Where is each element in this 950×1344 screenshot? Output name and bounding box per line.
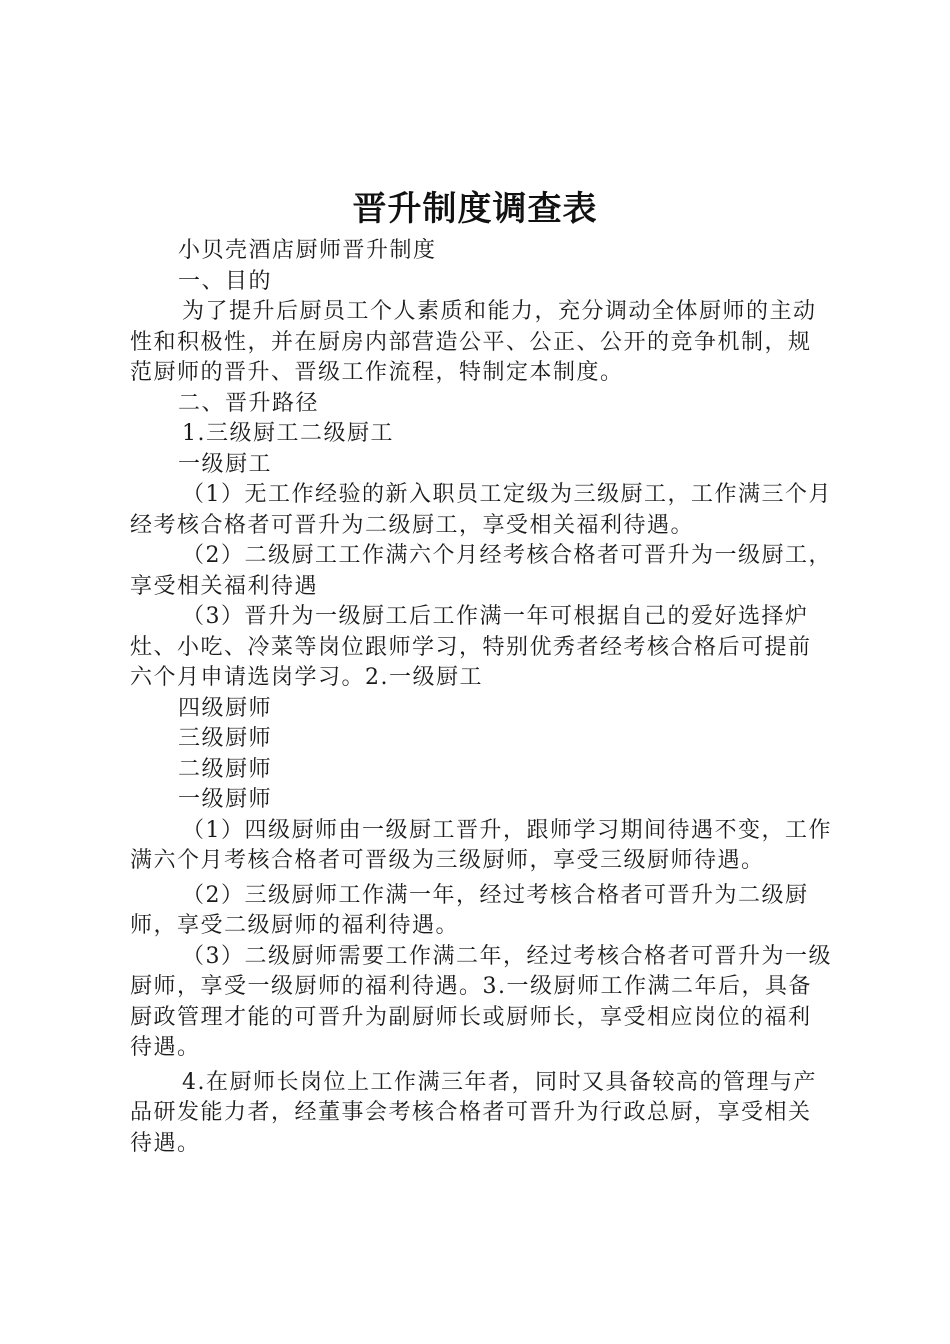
paragraph-level-first-worker: 一级厨工 (178, 451, 273, 477)
paragraph-level-first-chef: 一级厨师 (178, 787, 273, 812)
document-title: 晋升制度调查表 (352, 189, 598, 229)
section-heading-path: 二、晋升路径 (178, 390, 320, 416)
paragraph-chef-rule-1: （1）四级厨师由一级厨工晋升，跟师学习期间待遇不变，工作满六个月考核合格者可晋级为三级厨师，享受三级厨师待遇。 (130, 817, 832, 873)
paragraph-level-second-chef: 二级厨师 (178, 756, 273, 782)
paragraph-chef-rule-2: （2）三级厨师工作满一年，经过考核合格者可晋升为二级厨师，享受二级厨师的福利待遇。 (130, 882, 809, 938)
paragraph-chef-rule-3: （3）二级厨师需要工作满二年，经过考核合格者可晋升为一级厨师，享受一级厨师的福利待遇。3.一级厨师工作满二年后，具备厨政管理才能的可晋升为副厨师长或厨师长，享受相应岗位的福利待遇。 (130, 943, 832, 1060)
section-heading-purpose: 一、目的 (178, 268, 273, 294)
paragraph-level-third-chef: 三级厨师 (178, 726, 273, 751)
paragraph-executive-chef: 4.在厨师长岗位上工作满三年者，同时又具备较高的管理与产品研发能力者，经董事会考核合格者可晋升为行政总厨，享受相关待遇。 (130, 1069, 817, 1156)
paragraph-worker-rule-2: （2）二级厨工工作满六个月经考核合格者可晋升为一级厨工，享受相关福利待遇 (130, 543, 832, 599)
paragraph-worker-rule-1: （1）无工作经验的新入职员工定级为三级厨工，工作满三个月经考核合格者可晋升为二级厨工，享受相关福利待遇。 (130, 482, 832, 538)
paragraph-level-fourth-chef: 四级厨师 (178, 695, 273, 721)
paragraph-worker-rule-3: （3）晋升为一级厨工后工作满一年可根据自己的爱好选择炉灶、小吃、冷菜等岗位跟师学习，特别优秀者经考核合格后可提前六个月申请选岗学习。2.一级厨工 (130, 604, 812, 690)
paragraph-purpose: 为了提升后厨员工个人素质和能力，充分调动全体厨师的主动性和积极性，并在厨房内部营造公平、公正、公开的竞争机制，规范厨师的晋升、晋级工作流程，特制定本制度。 (130, 299, 817, 385)
paragraph-subtitle: 小贝壳酒店厨师晋升制度 (178, 238, 437, 263)
document-body (130, 236, 832, 1159)
paragraph-path-1: 1.三级厨工二级厨工 (182, 421, 394, 446)
